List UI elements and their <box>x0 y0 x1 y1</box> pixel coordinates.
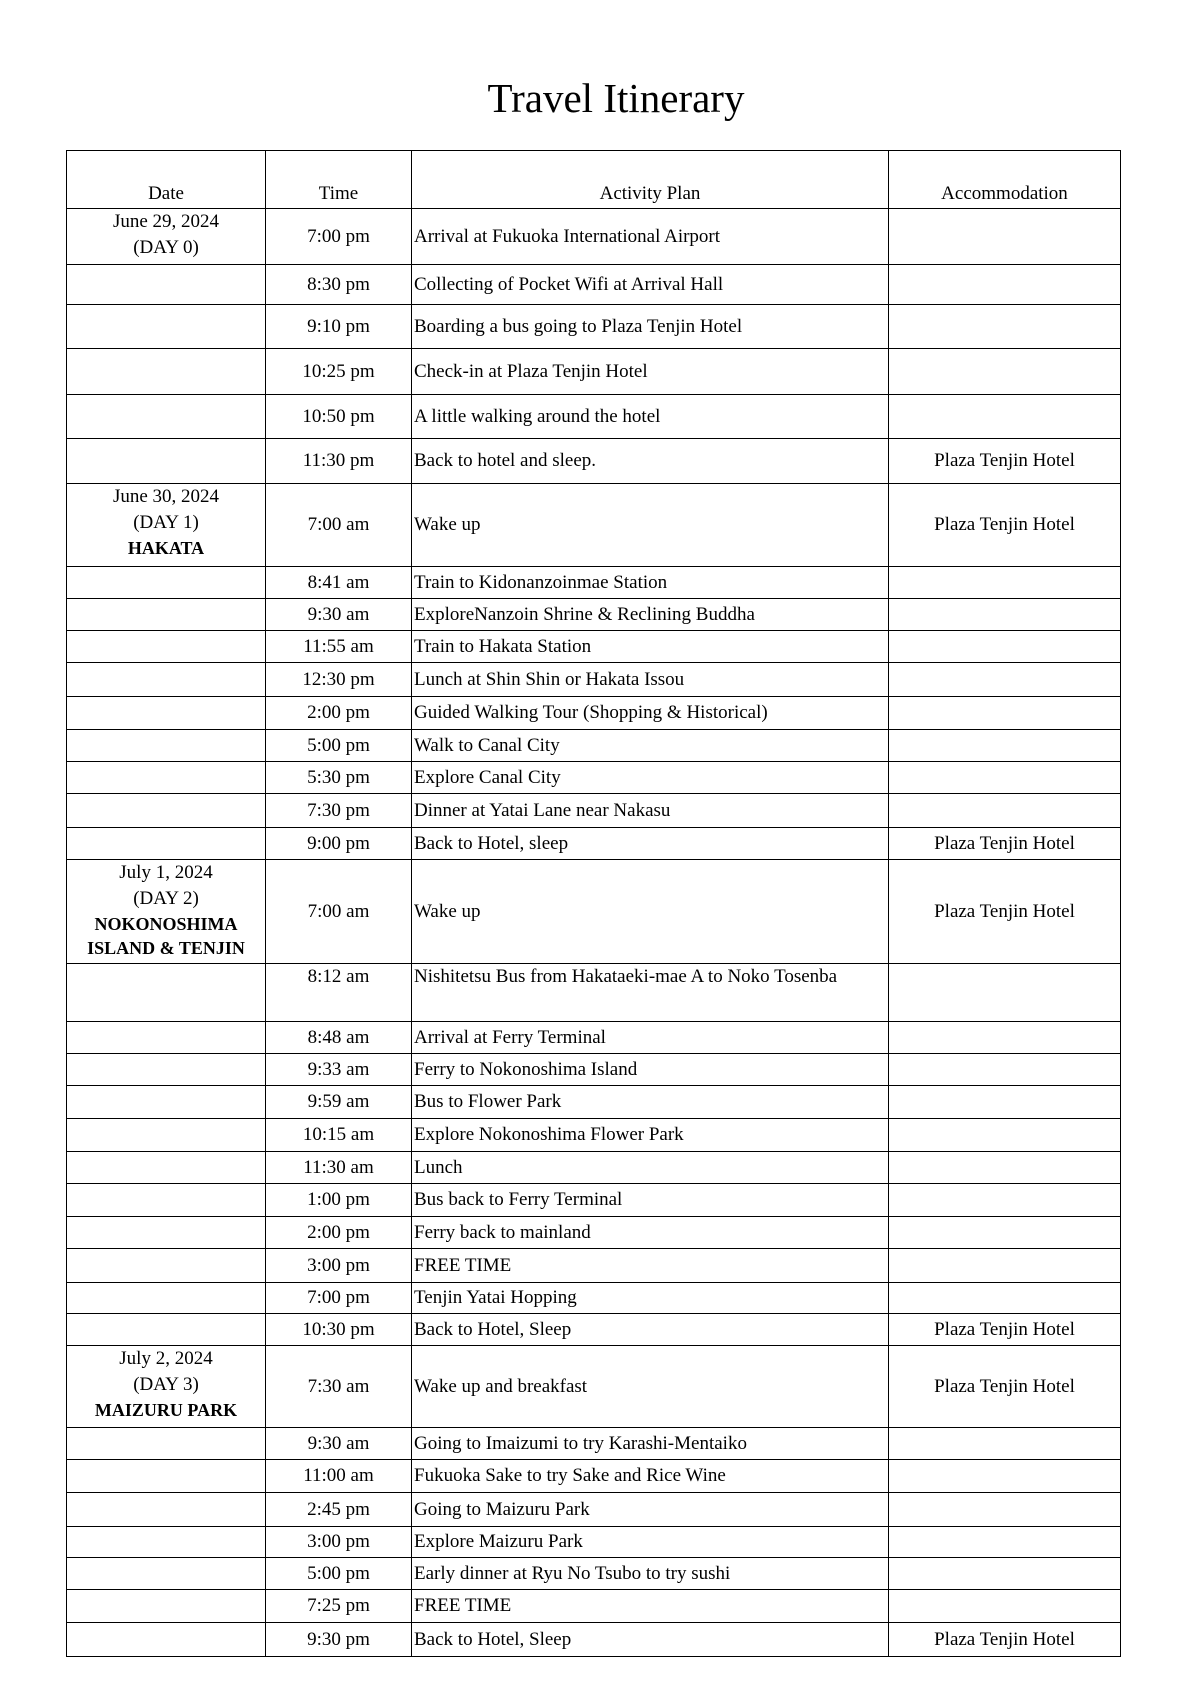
cell-activity: ExploreNanzoin Shrine & Reclining Buddha <box>412 599 889 631</box>
cell-accommodation <box>889 631 1121 663</box>
cell-activity: Collecting of Pocket Wifi at Arrival Hall <box>412 265 889 305</box>
table-row <box>67 1022 1121 1054</box>
cell-accommodation <box>889 1119 1121 1152</box>
cell-time: 10:15 am <box>266 1119 412 1152</box>
cell-activity: Ferry to Nokonoshima Island <box>412 1054 889 1086</box>
cell-date <box>67 1283 266 1314</box>
cell-date <box>67 631 266 663</box>
cell-accommodation <box>889 1152 1121 1184</box>
cell-activity: Arrival at Fukuoka International Airport <box>412 209 889 265</box>
table-row <box>67 1527 1121 1558</box>
cell-accommodation <box>889 1054 1121 1086</box>
cell-accommodation <box>889 1428 1121 1460</box>
table-row <box>67 697 1121 730</box>
cell-accommodation <box>889 1460 1121 1493</box>
table-row <box>67 828 1121 860</box>
cell-activity: Arrival at Ferry Terminal <box>412 1022 889 1054</box>
cell-date <box>67 1428 266 1460</box>
cell-accommodation <box>889 730 1121 762</box>
cell-date <box>67 395 266 439</box>
cell-date <box>67 964 266 1022</box>
table-row <box>67 730 1121 762</box>
cell-date <box>67 828 266 860</box>
cell-date <box>67 1346 266 1428</box>
cell-time: 7:00 pm <box>266 209 412 265</box>
cell-activity: Boarding a bus going to Plaza Tenjin Hotel <box>412 305 889 349</box>
cell-time: 1:00 pm <box>266 1184 412 1217</box>
cell-activity: Tenjin Yatai Hopping <box>412 1283 889 1314</box>
cell-activity: Back to Hotel, Sleep <box>412 1314 889 1346</box>
cell-accommodation: Plaza Tenjin Hotel <box>889 1346 1121 1428</box>
cell-accommodation <box>889 794 1121 828</box>
cell-time: 5:00 pm <box>266 730 412 762</box>
cell-accommodation <box>889 1086 1121 1119</box>
cell-date <box>67 762 266 794</box>
cell-accommodation <box>889 1493 1121 1527</box>
place-label: MAIZURU PARK <box>94 1400 238 1420</box>
cell-time: 2:00 pm <box>266 1217 412 1249</box>
cell-activity: Explore Nokonoshima Flower Park <box>412 1119 889 1152</box>
cell-date <box>67 599 266 631</box>
table-row <box>67 209 1121 265</box>
header-row <box>67 151 1121 209</box>
cell-accommodation <box>889 265 1121 305</box>
cell-time: 3:00 pm <box>266 1249 412 1283</box>
date-text: July 2, 2024 <box>119 1348 213 1369</box>
cell-time: 9:30 pm <box>266 1623 412 1657</box>
table-row <box>67 1346 1121 1428</box>
cell-time: 7:30 am <box>266 1346 412 1428</box>
cell-activity: Wake up and breakfast <box>412 1346 889 1428</box>
cell-activity: Bus to Flower Park <box>412 1086 889 1119</box>
cell-date <box>67 697 266 730</box>
table-row <box>67 1493 1121 1527</box>
cell-time: 10:25 pm <box>266 349 412 395</box>
cell-activity: Going to Imaizumi to try Karashi-Mentaiko <box>412 1428 889 1460</box>
cell-date <box>67 1558 266 1590</box>
table-row <box>67 1086 1121 1119</box>
cell-time: 7:30 pm <box>266 794 412 828</box>
cell-date <box>67 663 266 697</box>
cell-time: 9:59 am <box>266 1086 412 1119</box>
cell-accommodation <box>889 567 1121 599</box>
cell-activity: FREE TIME <box>412 1249 889 1283</box>
table-row <box>67 1217 1121 1249</box>
place-label: NOKONOSHIMA ISLAND & TENJIN <box>87 914 245 958</box>
cell-time: 8:30 pm <box>266 265 412 305</box>
cell-activity: Wake up <box>412 860 889 964</box>
header-time: Time <box>266 151 412 209</box>
cell-date <box>67 305 266 349</box>
cell-activity: Back to Hotel, sleep <box>412 828 889 860</box>
table-body <box>67 209 1121 1657</box>
cell-accommodation <box>889 1283 1121 1314</box>
cell-time: 8:12 am <box>266 964 412 1022</box>
place-label: HAKATA <box>127 538 205 558</box>
cell-accommodation: Plaza Tenjin Hotel <box>889 860 1121 964</box>
date-text: June 30, 2024 <box>112 486 220 507</box>
cell-accommodation <box>889 762 1121 794</box>
table-row <box>67 599 1121 631</box>
cell-accommodation <box>889 395 1121 439</box>
table-row <box>67 484 1121 567</box>
table-row <box>67 1152 1121 1184</box>
cell-accommodation <box>889 1184 1121 1217</box>
cell-accommodation <box>889 1249 1121 1283</box>
table-row <box>67 567 1121 599</box>
cell-accommodation: Plaza Tenjin Hotel <box>889 828 1121 860</box>
cell-date <box>67 1527 266 1558</box>
cell-time: 7:00 am <box>266 484 412 567</box>
page-title: Travel Itinerary <box>487 75 745 121</box>
cell-date <box>67 1493 266 1527</box>
table-row <box>67 349 1121 395</box>
cell-date <box>67 1086 266 1119</box>
cell-time: 12:30 pm <box>266 663 412 697</box>
cell-accommodation <box>889 305 1121 349</box>
cell-time: 9:10 pm <box>266 305 412 349</box>
cell-accommodation <box>889 1022 1121 1054</box>
table-row <box>67 964 1121 1022</box>
cell-time: 9:30 am <box>266 599 412 631</box>
cell-date <box>67 860 266 964</box>
cell-date <box>67 1314 266 1346</box>
cell-time: 7:00 am <box>266 860 412 964</box>
table-row <box>67 631 1121 663</box>
cell-activity: Dinner at Yatai Lane near Nakasu <box>412 794 889 828</box>
day-label: (DAY 2) <box>133 888 199 909</box>
cell-activity: Back to Hotel, Sleep <box>412 1623 889 1657</box>
cell-time: 11:55 am <box>266 631 412 663</box>
cell-time: 7:00 pm <box>266 1283 412 1314</box>
table-row <box>67 1054 1121 1086</box>
cell-date <box>67 1184 266 1217</box>
cell-date <box>67 1152 266 1184</box>
cell-activity: Ferry back to mainland <box>412 1217 889 1249</box>
cell-time: 10:30 pm <box>266 1314 412 1346</box>
cell-date <box>67 1054 266 1086</box>
cell-date <box>67 484 266 567</box>
table-row <box>67 1283 1121 1314</box>
table-row <box>67 1460 1121 1493</box>
cell-time: 2:00 pm <box>266 697 412 730</box>
cell-time: 5:00 pm <box>266 1558 412 1590</box>
cell-activity: Check-in at Plaza Tenjin Hotel <box>412 349 889 395</box>
cell-activity: Fukuoka Sake to try Sake and Rice Wine <box>412 1460 889 1493</box>
table-row <box>67 1428 1121 1460</box>
table-row <box>67 663 1121 697</box>
cell-date <box>67 439 266 484</box>
cell-activity: FREE TIME <box>412 1590 889 1623</box>
cell-activity: Explore Maizuru Park <box>412 1527 889 1558</box>
cell-activity: Going to Maizuru Park <box>412 1493 889 1527</box>
cell-date <box>67 1590 266 1623</box>
cell-date <box>67 794 266 828</box>
cell-time: 10:50 pm <box>266 395 412 439</box>
cell-date <box>67 265 266 305</box>
cell-activity: Wake up <box>412 484 889 567</box>
cell-time: 11:30 pm <box>266 439 412 484</box>
cell-activity: Bus back to Ferry Terminal <box>412 1184 889 1217</box>
cell-time: 8:48 am <box>266 1022 412 1054</box>
table-row <box>67 860 1121 964</box>
cell-date <box>67 1119 266 1152</box>
cell-time: 2:45 pm <box>266 1493 412 1527</box>
cell-accommodation <box>889 1558 1121 1590</box>
table-header <box>67 151 1121 209</box>
cell-activity: Lunch at Shin Shin or Hakata Issou <box>412 663 889 697</box>
cell-activity: Train to Kidonanzoinmae Station <box>412 567 889 599</box>
cell-accommodation <box>889 1217 1121 1249</box>
cell-accommodation: Plaza Tenjin Hotel <box>889 484 1121 567</box>
table-row <box>67 1314 1121 1346</box>
table-row <box>67 762 1121 794</box>
cell-activity: Train to Hakata Station <box>412 631 889 663</box>
cell-time: 8:41 am <box>266 567 412 599</box>
cell-accommodation: Plaza Tenjin Hotel <box>889 1314 1121 1346</box>
cell-date <box>67 1217 266 1249</box>
cell-time: 3:00 pm <box>266 1527 412 1558</box>
day-label: (DAY 1) <box>133 512 199 533</box>
header-activity: Activity Plan <box>412 151 889 209</box>
cell-activity: A little walking around the hotel <box>412 395 889 439</box>
table-row <box>67 1623 1121 1657</box>
table-row <box>67 395 1121 439</box>
cell-accommodation <box>889 663 1121 697</box>
cell-activity: Early dinner at Ryu No Tsubo to try sushi <box>412 1558 889 1590</box>
table-row <box>67 265 1121 305</box>
cell-time: 11:30 am <box>266 1152 412 1184</box>
table-row <box>67 1590 1121 1623</box>
table-row <box>67 305 1121 349</box>
day-label: (DAY 3) <box>133 1374 199 1395</box>
table-row <box>67 439 1121 484</box>
date-text: July 1, 2024 <box>119 862 213 883</box>
header-accommodation: Accommodation <box>889 151 1121 209</box>
cell-time: 11:00 am <box>266 1460 412 1493</box>
cell-date <box>67 1249 266 1283</box>
cell-time: 9:33 am <box>266 1054 412 1086</box>
cell-accommodation <box>889 697 1121 730</box>
cell-time: 9:30 am <box>266 1428 412 1460</box>
cell-activity: Walk to Canal City <box>412 730 889 762</box>
cell-date <box>67 1022 266 1054</box>
table-row <box>67 1119 1121 1152</box>
cell-accommodation: Plaza Tenjin Hotel <box>889 439 1121 484</box>
cell-date <box>67 567 266 599</box>
cell-time: 5:30 pm <box>266 762 412 794</box>
cell-time: 7:25 pm <box>266 1590 412 1623</box>
date-text: June 29, 2024 <box>112 211 220 232</box>
cell-accommodation <box>889 599 1121 631</box>
table-row <box>67 1558 1121 1590</box>
cell-accommodation: Plaza Tenjin Hotel <box>889 1623 1121 1657</box>
cell-accommodation <box>889 349 1121 395</box>
cell-activity: Explore Canal City <box>412 762 889 794</box>
itinerary-table <box>66 150 1121 1657</box>
cell-date <box>67 209 266 265</box>
day-label: (DAY 0) <box>133 237 199 258</box>
cell-date <box>67 349 266 395</box>
cell-activity: Nishitetsu Bus from Hakataeki-mae A to Noko Tosenba <box>412 964 889 1022</box>
cell-date <box>67 730 266 762</box>
table-row <box>67 1249 1121 1283</box>
cell-accommodation <box>889 1527 1121 1558</box>
cell-activity: Guided Walking Tour (Shopping & Historical) <box>412 697 889 730</box>
cell-date <box>67 1623 266 1657</box>
cell-accommodation <box>889 1590 1121 1623</box>
cell-accommodation <box>889 964 1121 1022</box>
table-row <box>67 794 1121 828</box>
cell-accommodation <box>889 209 1121 265</box>
cell-activity: Back to hotel and sleep. <box>412 439 889 484</box>
table-row <box>67 1184 1121 1217</box>
cell-date <box>67 1460 266 1493</box>
cell-activity: Lunch <box>412 1152 889 1184</box>
cell-time: 9:00 pm <box>266 828 412 860</box>
header-date: Date <box>67 151 266 209</box>
